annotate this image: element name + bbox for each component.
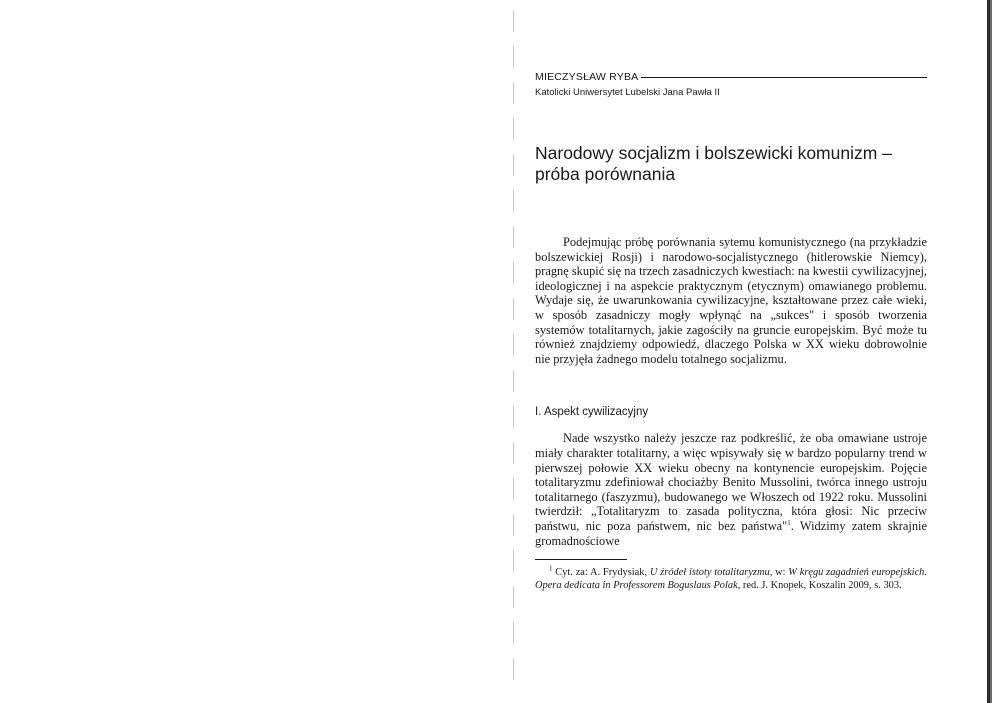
title-line-1: Narodowy socjalizm i bolszewicki komunizm – xyxy=(535,143,892,163)
footnote-number: 1 xyxy=(549,564,553,573)
author-name: MIECZYSŁAW RYBA xyxy=(535,71,639,83)
book-gutter xyxy=(513,10,514,690)
footnote-marker: 1 xyxy=(787,518,791,527)
author-affiliation: Katolicki Uniwersytet Lubelski Jana Pawła II xyxy=(535,87,720,98)
footnote-title: U źródeł istoty totalitaryzmu xyxy=(649,567,770,579)
page-edge xyxy=(985,0,992,703)
footnote-tail: , red. J. Knopek, Koszalin 2009, s. 303. xyxy=(737,580,902,592)
footnote-mid: , w: xyxy=(769,567,786,579)
section-paragraph-continuation: . Widzimy zatem skrajnie gromadnościowe xyxy=(535,518,927,548)
footnote-lead: Cyt. za: A. Frydysiak, xyxy=(555,567,648,579)
section-heading: I. Aspekt cywilizacyjny xyxy=(535,406,649,419)
section-paragraph-text: Nade wszystko należy jeszcze raz podkreślić, że oba omawiane ustroje miały charakter totalitarny, a więc wpisywały się w bardzo popularny trend w pierwszej połowie XX wieku obecny na kontynencie europejskim. Pojęcie totalitaryzmu zdefiniował chociażby Benito Mussolini, twórca innego ustroju totalitarnego (faszyzmu), budowanego we Włoszech od 1922 roku. Mussolini twierdził: „Totalitaryzm to zasada polityczna, która głosi: Nic przeciw państwu, nic poza państwem, nic bez państwa" xyxy=(535,431,927,533)
footnote-book-title: W kręgu zagadnień europejskich. Opera dedicata in Professorem Boguslaus Polak xyxy=(535,567,927,592)
intro-paragraph: Podejmując próbę porównania sytemu komunistycznego (na przykładzie bolszewickiej Rosji) i narodowo-socjalistycznego (hitlerowskie Niemcy), pragnę skupić się na trzech zasadniczych kwestiach: na kwestii cywilizacyjnej, ideologicznej i na aspekcie praktycznym (etycznym) omawianego problemu. Wydaje się, że uwarunkowania cywilizacyjne, kształtowane przez całe wieki, w sposób zasadniczy mogły wpłynąć na „sukces" i sposób tworzenia systemów totalitarnych, jakie zagościły na gruncie europejskim. Być może tu również znajdziemy odpowiedź, dlaczego Polska w XX wieku dobrowolnie nie przyjęła żadnego modelu totalnego socjalizmu. xyxy=(535,235,927,366)
article-title xyxy=(535,143,927,185)
header-rule xyxy=(641,77,927,78)
footnote-rule xyxy=(535,559,627,560)
footnote xyxy=(535,566,927,592)
title-line-2: próba porównania xyxy=(535,164,676,184)
author-line xyxy=(535,70,927,84)
article-page xyxy=(535,70,927,592)
section-paragraph xyxy=(535,431,927,548)
